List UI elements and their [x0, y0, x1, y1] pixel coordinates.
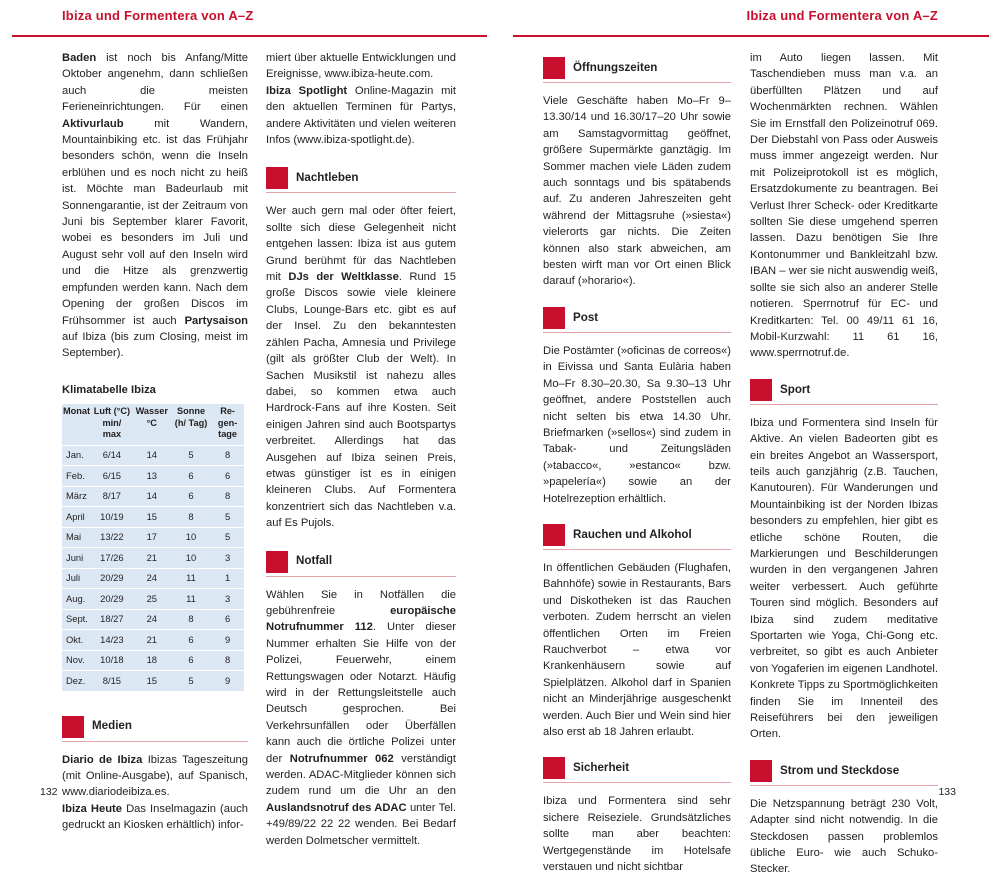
text-notfall-4: unter Tel. +49/89/22 22 22 wenden. Bei Bedarf werden Dolmetscher vermittelt.: [266, 801, 457, 847]
climate-cell: 8: [211, 650, 244, 671]
climate-cell: 8: [211, 445, 244, 466]
paragraph-nachtleben: [266, 203, 456, 531]
climate-cell: 6: [171, 650, 211, 671]
climate-cell: 17/26: [91, 548, 133, 569]
climate-cell: 20/29: [91, 568, 133, 589]
paragraph-strom: Die Netzspannung beträgt 230 Volt, Adapter sind nicht notwendig. In die Steckdosen passen problemlos übliche Euro- wie auch Schuko-Stecker.: [750, 797, 938, 876]
text-notfall-2: . Unter dieser Nummer erhalten Sie Hilfe von der Polizei, Feuerwehr, einem Rettungswagen oder Notarzt. Häufig wird in der Rettungsleitstelle auch Deutsch gesprochen. Bei Verkehrsunfällen oder Überfällen kann auch die örtliche Polizei unter der: [266, 621, 456, 765]
term-diario: Diario de Ibiza: [62, 753, 143, 766]
climate-cell: 3: [211, 548, 244, 569]
section-marker: [750, 379, 772, 401]
climate-cell: 24: [133, 609, 171, 630]
climate-cell: 15: [133, 671, 171, 691]
climate-cell: 10/19: [91, 507, 133, 528]
climate-row: [62, 609, 244, 630]
section-marker: [543, 757, 565, 779]
section-marker: [543, 524, 565, 546]
text-notfall-1: Wählen Sie in Notfällen die gebührenfreie: [266, 588, 456, 617]
section-marker: [62, 716, 84, 738]
paragraph-ibiza-heute-cont: miert über aktuelle Entwicklungen und Ereignisse, www.ibiza-heute.com.: [266, 52, 456, 81]
section-header-rauchen: [543, 521, 731, 550]
text-spotlight: Online-Magazin mit den aktuellen Terminen für Partys, andere Aktivitäten und vielen weiteren Infos (www.ibiza-spotlight.de).: [266, 84, 456, 147]
term-djs: DJs der Weltklasse: [288, 271, 399, 284]
section-marker: [266, 551, 288, 573]
climate-table-title: Klimatabelle Ibiza: [62, 383, 156, 396]
climate-cell: Feb.: [62, 466, 91, 487]
climate-cell: 6: [171, 466, 211, 487]
climate-cell: 14: [133, 445, 171, 466]
climate-cell: 8: [171, 507, 211, 528]
text-partysaison: auf Ibiza (bis zum Closing, meist im September).: [62, 330, 248, 360]
text-nachtleben-2: . Rund 15 große Discos sowie viele kleinere Clubs, Lounge-Bars etc. gibt es auf der Insel. Zu den bekanntesten zählen Pacha, Amnesia und Privilege (gilt als größter Club der Welt). In Sachen Musikstil ist nahezu alles dabei, so kommen etwa auch Hardrock-Fans auf ihre Kosten. Seit einigen Jahren sind auch Bootspartys verbreitet. Allerdings hat das Ausgehen auf Ibiza seinen Preis, etwas günstiger ist es in einigen kleineren Clubs. Auf Formentera konzentriert sich das Nachtleben v.a. auf Es Pujols.: [266, 271, 456, 530]
text-nachtleben-1: Wer auch gern mal oder öfter feiert, sollte sich diese Gelegenheit nicht entgehen lassen: Ibiza ist aus gutem Grund berühmt für das Nachtleben mit: [266, 205, 456, 284]
climate-cell: 25: [133, 589, 171, 610]
climate-cell: 21: [133, 548, 171, 569]
climate-cell: 8: [171, 609, 211, 630]
climate-col-header: Luft (°C) min/ max: [93, 406, 131, 440]
paragraph-sport: Ibiza und Formentera sind Inseln für Aktive. An vielen Badeorten gibt es ein breites Angebot an Wassersport, teils auch ganzjährig (z.B. Tauchen, Kanutouren). Für Wanderungen und Mountainbiking ist der Norden Ibizas besonders zu empfehlen, hier gibt es etliche schöne Routen, die Markierungen und Beschilderungen wurden in den vergangenen Jahren weiter verbessert. Auch geführte Touren sind möglich. Besonders auf Ibiza sind zudem meditative Sportarten wie Yoga, Chi-Gong etc. verbreitet, so gibt es auch Anbieter von Yogaferien im eigenen Landhotel. Konkrete Tipps zu Sportmöglichkeiten finden Sie im Innenteil des Reiseführers bei den jeweiligen Orten.: [750, 416, 938, 741]
paragraph-baden: [62, 50, 248, 362]
climate-cell: 6/15: [91, 466, 133, 487]
running-head-left: Ibiza und Formentera von A–Z: [62, 8, 254, 23]
section-header-nachtleben: [266, 164, 456, 193]
climate-cell: 5: [171, 445, 211, 466]
climate-cell: 5: [211, 527, 244, 548]
climate-cell: 9: [211, 671, 244, 691]
climate-cell: 5: [171, 671, 211, 691]
climate-col-header: Sonne (h/ Tag): [174, 406, 208, 428]
climate-cell: 6: [171, 630, 211, 651]
climate-cell: 10/18: [91, 650, 133, 671]
climate-row: [62, 548, 244, 569]
climate-cell: 3: [211, 589, 244, 610]
climate-cell: 20/29: [91, 589, 133, 610]
climate-table-header: [62, 404, 244, 445]
term-ibiza-heute: Ibiza Heute: [62, 802, 123, 815]
page-number-left: 132: [40, 786, 58, 798]
climate-row: [62, 671, 244, 691]
section-marker: [543, 57, 565, 79]
section-marker: [750, 760, 772, 782]
paragraph-notfall: [266, 587, 456, 850]
climate-cell: April: [62, 507, 91, 528]
climate-cell: Nov.: [62, 650, 91, 671]
climate-cell: Aug.: [62, 589, 91, 610]
header-rule-right: [513, 35, 989, 37]
paragraph-ibiza-heute: [62, 801, 248, 834]
climate-cell: Juli: [62, 568, 91, 589]
climate-cell: 5: [211, 507, 244, 528]
climate-cell: 11: [171, 568, 211, 589]
section-header-sport: [750, 376, 938, 405]
climate-cell: 13/22: [91, 527, 133, 548]
column-2: [266, 50, 456, 849]
header-rule-left: [12, 35, 487, 37]
climate-col-header: Re- gen- tage: [217, 406, 238, 440]
section-header-strom: [750, 757, 938, 786]
section-title-oeffnungszeiten: Öffnungszeiten: [573, 60, 658, 74]
paragraph-post: Die Postämter (»oficinas de correos«) in Eivissa und Santa Eulària haben Mo–Fr 8.30–20.30, Sa 9.30–13 Uhr geöffnet, andere Poststellen auch nicht selten bis etwa 14.30 Uhr. Briefmarken (»sellos«) sind zudem in Tabak- und Zeitungsläden (»tabacco«, »estanco« bzw. »papelería«) sowie an der Hotelrezeption erhältlich.: [543, 344, 731, 505]
climate-cell: 10: [171, 527, 211, 548]
term-aktivurlaub: Aktivurlaub: [62, 117, 124, 130]
column-3: [543, 48, 731, 875]
climate-cell: 17: [133, 527, 171, 548]
paragraph-oeffnungszeiten: Viele Geschäfte haben Mo–Fr 9–13.30/14 und 16.30/17–20 Uhr sowie am Samstagvormittag geöffnet, größere Supermärkte ganztägig. Im Sommer machen viele Läden zudem auch sonntags und bis spätabends auf. Zu anderen Jahreszeiten geht während der Mittagsruhe (»siesta«) vielerorts gar nichts. Die Zeiten können also stark abweichen, am besten wirft man vor Ort einen Blick darauf (»horario«).: [543, 95, 731, 288]
climate-cell: Sept.: [62, 609, 91, 630]
paragraph-diario: [62, 752, 248, 801]
section-title-strom: Strom und Steckdose: [780, 763, 900, 777]
running-head-right: Ibiza und Formentera von A–Z: [746, 8, 938, 23]
term-partysaison: Partysaison: [184, 314, 248, 327]
climate-col-header: Wasser °C: [135, 406, 168, 428]
section-title-rauchen: Rauchen und Alkohol: [573, 527, 692, 541]
climate-cell: 14/23: [91, 630, 133, 651]
climate-cell: 14: [133, 486, 171, 507]
climate-table: [62, 404, 244, 691]
term-spotlight: Ibiza Spotlight: [266, 84, 348, 97]
paragraph-spotlight: [266, 83, 456, 149]
climate-cell: 9: [211, 630, 244, 651]
climate-row: [62, 445, 244, 466]
climate-cell: 8: [211, 486, 244, 507]
climate-row: [62, 527, 244, 548]
section-title-sport: Sport: [780, 382, 811, 396]
climate-row: [62, 650, 244, 671]
climate-cell: 13: [133, 466, 171, 487]
climate-cell: 8/15: [91, 671, 133, 691]
climate-cell: 8/17: [91, 486, 133, 507]
climate-cell: 10: [171, 548, 211, 569]
climate-row: [62, 466, 244, 487]
paragraph-sicherheit-cont: im Auto liegen lassen. Mit Taschendieben muss man v.a. an überfüllten Plätzen und auf Wochenmärkten rechnen. Wählen Sie im Ernstfall den Polizeinotruf 069. Der Diebstahl von Pass oder Ausweis muss immer angezeigt werden. Nur mit Polizeiprotokoll ist es möglich, Ersatzdokumente zu beantragen. Bei Verlust Ihrer Scheck- oder Kreditkarte sollten Sie diese umgehend sperren lassen. Dazu benötigen Sie Ihre Kontonummer und Bankleitzahl bzw. IBAN – wer sie nicht auswendig weiß, sollte sie sich also an anderer Stelle notieren. Sperrnotruf für EC- und Kreditkarten: Tel. 00 49/11 61 16, Mobil-Kurzwahl: 11 61 16, www.sperrnotruf.de.: [750, 52, 938, 360]
climate-cell: 18/27: [91, 609, 133, 630]
text-baden: ist noch bis Anfang/Mitte Oktober angenehm, dann schließen auch die meisten Ferieneinrichtungen. Für einen: [62, 52, 248, 114]
climate-table-body: [62, 445, 244, 691]
text-ibiza-heute: Das Inselmagazin (auch gedruckt an Kiosken erhältlich) infor-: [62, 802, 248, 832]
climate-cell: Okt.: [62, 630, 91, 651]
climate-cell: 1: [211, 568, 244, 589]
climate-row: [62, 630, 244, 651]
section-title-notfall: Notfall: [296, 554, 333, 568]
text-notfall-3: verständigt werden. ADAC-Mitglieder können sich zudem rund um die Uhr an den: [266, 752, 456, 798]
climate-cell: 18: [133, 650, 171, 671]
climate-cell: 6: [211, 466, 244, 487]
term-notrufnummer-062: Notrufnummer 062: [289, 752, 394, 765]
climate-row: [62, 507, 244, 528]
climate-row: [62, 486, 244, 507]
section-header-notfall: [266, 548, 456, 577]
climate-col-header: Monat: [63, 406, 91, 417]
climate-row: [62, 589, 244, 610]
term-notrufnummer-112: europäische Notrufnummer 112: [266, 604, 456, 634]
column-4: [750, 50, 938, 878]
section-header-post: [543, 304, 731, 333]
climate-cell: März: [62, 486, 91, 507]
climate-cell: 11: [171, 589, 211, 610]
climate-cell: Mai: [62, 527, 91, 548]
section-header-sicherheit: [543, 754, 731, 783]
climate-cell: Juni: [62, 548, 91, 569]
section-title-medien: Medien: [92, 719, 132, 733]
section-title-sicherheit: Sicherheit: [573, 761, 630, 775]
climate-cell: 15: [133, 507, 171, 528]
section-marker: [543, 307, 565, 329]
page-number-right: 133: [938, 786, 956, 798]
text-diario: Ibizas Tageszeitung (mit Online-Ausgabe), auf Spanisch, www.diariodeibiza.es.: [62, 753, 249, 799]
climate-cell: 6/14: [91, 445, 133, 466]
climate-cell: 24: [133, 568, 171, 589]
climate-cell: 6: [211, 609, 244, 630]
section-marker: [266, 167, 288, 189]
climate-cell: 21: [133, 630, 171, 651]
climate-cell: 6: [171, 486, 211, 507]
section-header-oeffnungszeiten: [543, 54, 731, 83]
paragraph-sicherheit: Ibiza und Formentera sind sehr sichere Reiseziele. Grundsätzliches sollte man aber beachten: Wertgegenstände im Hotelsafe verstauen und nicht sichtbar: [543, 795, 731, 874]
term-adac-notruf: Auslandsnotruf des ADAC: [266, 801, 407, 814]
section-header-medien: [62, 713, 248, 742]
term-baden: Baden: [62, 52, 97, 64]
climate-row: [62, 568, 244, 589]
text-aktivurlaub: mit Wandern, Mountainbiking etc. ist das Frühjahr besonders schön, wenn die Inseln erblühen und es noch nicht zu heiß ist. Möchte man Badeurlaub mit Sonnengarantie, ist der Zeitraum von Juni bis September klarer Favorit, wobei es besonders im Juli und August sehr voll auf den Inseln wird und die Hitze als grenzwertig empfunden werden kann. Nach dem Opening der großen Discos im Frühsommer ist auch: [62, 117, 248, 327]
climate-cell: Dez.: [62, 671, 91, 691]
paragraph-rauchen: In öffentlichen Gebäuden (Flughafen, Bahnhöfe) sowie in Restaurants, Bars und Diskotheken ist das Rauchen verboten. Zudem herrscht an vielen öffentlichen Orten im Freien Rauchverbot – etwa vor Krankenhäusern sowie auf Spielplätzen. Alkohol darf in Spanien nicht an Minderjährige ausgeschenkt werden. Auch Bier und Wein sind hier also erst ab 18 Jahren erlaubt.: [543, 561, 731, 738]
column-1: [62, 50, 248, 834]
section-title-nachtleben: Nachtleben: [296, 171, 359, 185]
climate-cell: Jan.: [62, 445, 91, 466]
section-title-post: Post: [573, 310, 599, 324]
